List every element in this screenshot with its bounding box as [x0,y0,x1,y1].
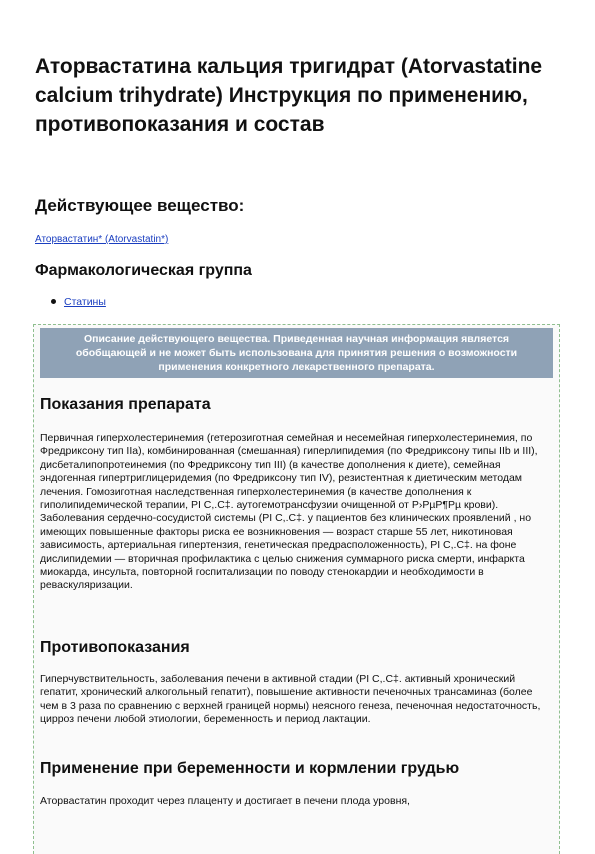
pregnancy-text: Аторвастатин проходит через плаценту и достигает в печени плода уровня, [40,795,410,807]
indications-text: Первичная гиперхолестеринемия (гетерозиготная семейная и несемейная гиперхолестеринемия, по Фредриксону тип IIa), комбинированная (смешанная) гиперлипидемия (по Фредриксону типы IIb и III), дисбеталипопротеинемия (по Фредриксону тип III) (в качестве дополнения к диете), семейная эндогенная гипертриглицеридемия (по Фредриксону тип IV), резистентная к диетическим методам лечения. Гомозиготная наследственная гиперхолестеринемия (в качестве дополнения к гиполипидемической терапии, РI С,.С‡. аутогемотрансфузии очищенной от Р›РµР¶Рµ крови). Заболевания сердечно-сосудистой системы (РI С,.С‡. у пациентов без клинических проявлений , но имеющих повышенные факторы риска ее возникновения — возраст старше 55 лет, никотиновая зависимость, артериальная гипертензия, генетическая предрасположенность), РI С,.С‡. на фоне дислипидемии — вторичная профилактика с целью снижения суммарного риска смерти, инфаркта миокарда, инсульта, повторной госпитализации по поводу стенокардии и необходимости в реваскуляризации. [40,432,538,592]
contraindications-heading: Противопоказания [40,639,190,656]
pharm-group-list [35,295,106,309]
bullet-icon [51,299,56,304]
pregnancy-heading: Применение при беременности и кормлении грудью [40,760,460,777]
list-item [35,295,106,309]
pharm-group-link[interactable]: Статины [64,296,106,308]
disclaimer-banner: Описание действующего вещества. Приведенная научная информация является обобщающей и не может быть использована для принятия решения о возможности применения конкретного лекарственного препарата. [40,328,553,378]
pharm-group-heading: Фармакологическая группа [35,262,252,279]
page-title: Аторвастатина кальция тригидрат (Atorvastatine calcium trihydrate) Инструкция по применению, противопоказания и состав [35,55,543,136]
indications-heading: Показания препарата [40,396,211,413]
active-substance-link[interactable]: Аторвастатин* (Atorvastatin*) [35,234,169,245]
active-substance-heading: Действующее вещество: [35,196,245,215]
contraindications-text: Гиперчувствительность, заболевания печени в активной стадии (РI С,.С‡. активный хронический гепатит, хронический алкогольный гепатит), повышение активности печеночных трансаминаз (более чем в 3 раза по сравнению с верхней границей нормы) неясного генеза, печеночная недостаточность, цирроз печени любой этиологии, беременность и период лактации. [40,673,541,726]
